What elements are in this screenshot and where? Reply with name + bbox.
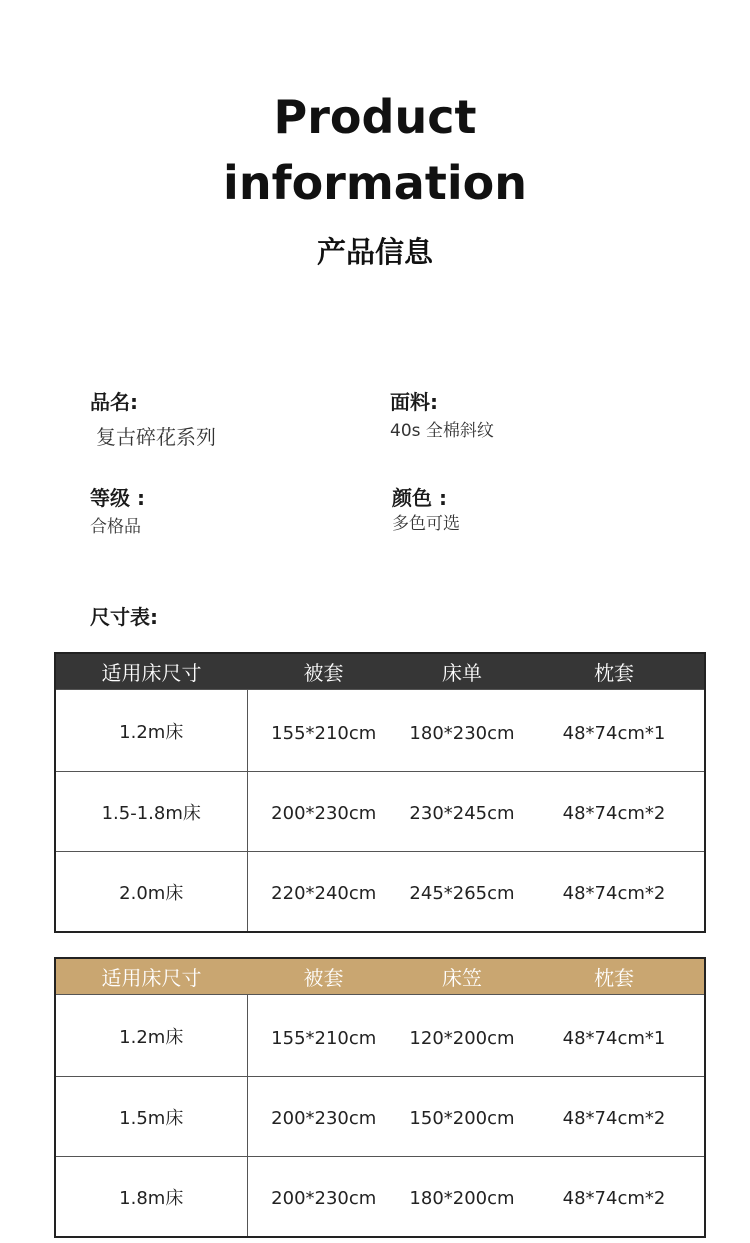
cell-duvet-cover: 200*230cm (247, 1157, 400, 1238)
color-label: 颜色 : (392, 486, 447, 510)
cell-pillowcase: 48*74cm*1 (524, 690, 705, 772)
title-line-1: Product (273, 90, 477, 144)
cell-bed-size: 2.0m床 (55, 852, 247, 933)
cell-fitted-sheet: 150*200cm (400, 1077, 524, 1157)
name-value: 复古碎花系列 (96, 425, 216, 449)
subtitle-cn: 产品信息 (316, 235, 433, 269)
size-table-sheet (54, 652, 706, 933)
header-bed-sheet: 床单 (400, 653, 524, 690)
header-fitted-sheet: 床笠 (400, 958, 524, 995)
cell-fitted-sheet: 180*200cm (400, 1157, 524, 1238)
cell-bed-size: 1.2m床 (55, 690, 247, 772)
cell-bed-sheet: 180*230cm (400, 690, 524, 772)
cell-bed-size: 1.8m床 (55, 1157, 247, 1238)
table-row (55, 995, 705, 1077)
cell-bed-size: 1.2m床 (55, 995, 247, 1077)
cell-pillowcase: 48*74cm*1 (524, 995, 705, 1077)
fabric-value: 40s 全棉斜纹 (390, 421, 494, 441)
grade-value: 合格品 (90, 517, 141, 537)
header-pillowcase: 枕套 (524, 958, 705, 995)
cell-duvet-cover: 155*210cm (247, 995, 400, 1077)
cell-fitted-sheet: 120*200cm (400, 995, 524, 1077)
header-duvet-cover: 被套 (247, 653, 400, 690)
color-value: 多色可选 (392, 514, 460, 534)
header-duvet-cover: 被套 (247, 958, 400, 995)
table-header-row (55, 653, 705, 690)
cell-duvet-cover: 155*210cm (247, 690, 400, 772)
cell-pillowcase: 48*74cm*2 (524, 1157, 705, 1238)
cell-bed-sheet: 245*265cm (400, 852, 524, 933)
header-bed-size: 适用床尺寸 (55, 653, 247, 690)
cell-bed-size: 1.5-1.8m床 (55, 772, 247, 852)
title-line-2: information (223, 156, 527, 210)
table-header-row (55, 958, 705, 995)
name-label: 品名: (90, 390, 138, 414)
cell-duvet-cover: 220*240cm (247, 852, 400, 933)
cell-bed-sheet: 230*245cm (400, 772, 524, 852)
table-row (55, 1077, 705, 1157)
size-chart-heading: 尺寸表: (90, 605, 158, 629)
header-pillowcase: 枕套 (524, 653, 705, 690)
cell-bed-size: 1.5m床 (55, 1077, 247, 1157)
table-row (55, 690, 705, 772)
table-row (55, 852, 705, 933)
cell-duvet-cover: 200*230cm (247, 1077, 400, 1157)
table-row (55, 1157, 705, 1238)
grade-label: 等级 : (90, 486, 145, 510)
cell-pillowcase: 48*74cm*2 (524, 772, 705, 852)
cell-pillowcase: 48*74cm*2 (524, 852, 705, 933)
table-row (55, 772, 705, 852)
cell-pillowcase: 48*74cm*2 (524, 1077, 705, 1157)
header-bed-size: 适用床尺寸 (55, 958, 247, 995)
cell-duvet-cover: 200*230cm (247, 772, 400, 852)
size-table-fitted (54, 957, 706, 1238)
fabric-label: 面料: (390, 390, 438, 414)
